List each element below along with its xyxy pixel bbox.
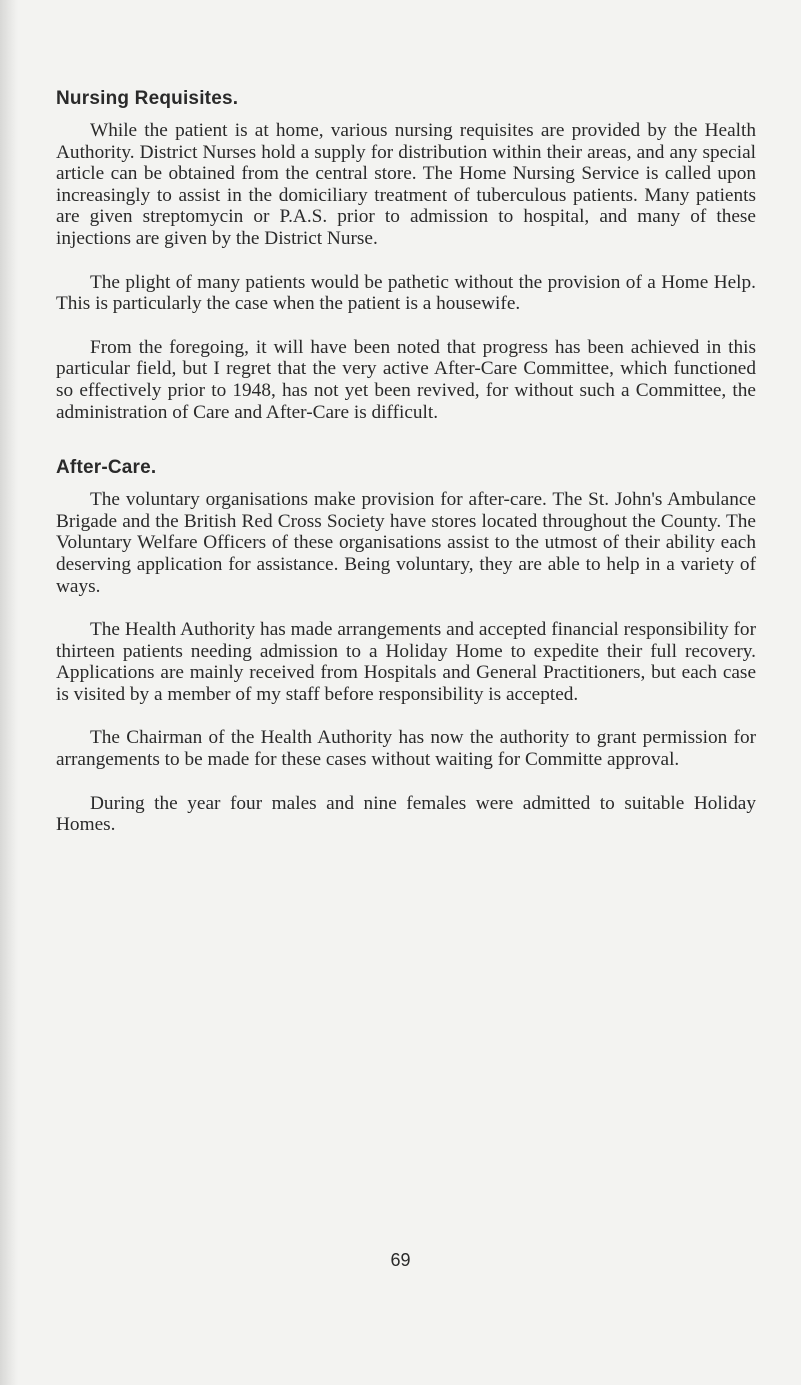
page-content [56, 88, 756, 858]
paragraph: While the patient is at home, various nursing requisites are provided by the Health Authority. District Nurses hold a supply for distribution within their areas, and any special article can be obtained from the central store. The Home Nursing Service is called upon increasingly to assist in the domiciliary treatment of tuberculous patients. Many patients are given streptomycin or P.A.S. prior to admission to hospital, and many of these injections are given by the District Nurse. [56, 120, 756, 249]
paragraph: During the year four males and nine females were admitted to suitable Holiday Homes. [56, 792, 756, 836]
binding-shadow [0, 0, 18, 1385]
section-heading-after-care: After-Care. [56, 457, 157, 479]
paragraph: The Chairman of the Health Authority has now the authority to grant permission for arrangements to be made for these cases without waiting for Committe approval. [56, 727, 756, 771]
paragraph: The Health Authority has made arrangements and accepted financial responsibility for thirteen patients needing admission to a Holiday Home to expedite their full recovery. Applications are mainly received from Hospitals and General Practitioners, but each case is visited by a member of my staff before responsibility is accepted. [56, 619, 756, 705]
paragraph: The voluntary organisations make provision for after-care. The St. John's Ambulance Brigade and the British Red Cross Society have stores located throughout the County. The Voluntary Welfare Officers of these organisations assist to the utmost of their ability each deserving application for assistance. Being voluntary, they are able to help in a variety of ways. [56, 489, 756, 597]
page-number: 69 [390, 1250, 411, 1270]
paragraph: From the foregoing, it will have been noted that progress has been achieved in this particular field, but I regret that the very active After-Care Committee, which functioned so effectively prior to 1948, has not yet been revived, for without such a Committee, the administration of Care and After-Care is difficult. [56, 336, 756, 423]
section-heading-nursing-requisites: Nursing Requisites. [56, 88, 239, 109]
paragraph: The plight of many patients would be pathetic without the provision of a Home Help. This is particularly the case when the patient is a housewife. [56, 271, 756, 315]
